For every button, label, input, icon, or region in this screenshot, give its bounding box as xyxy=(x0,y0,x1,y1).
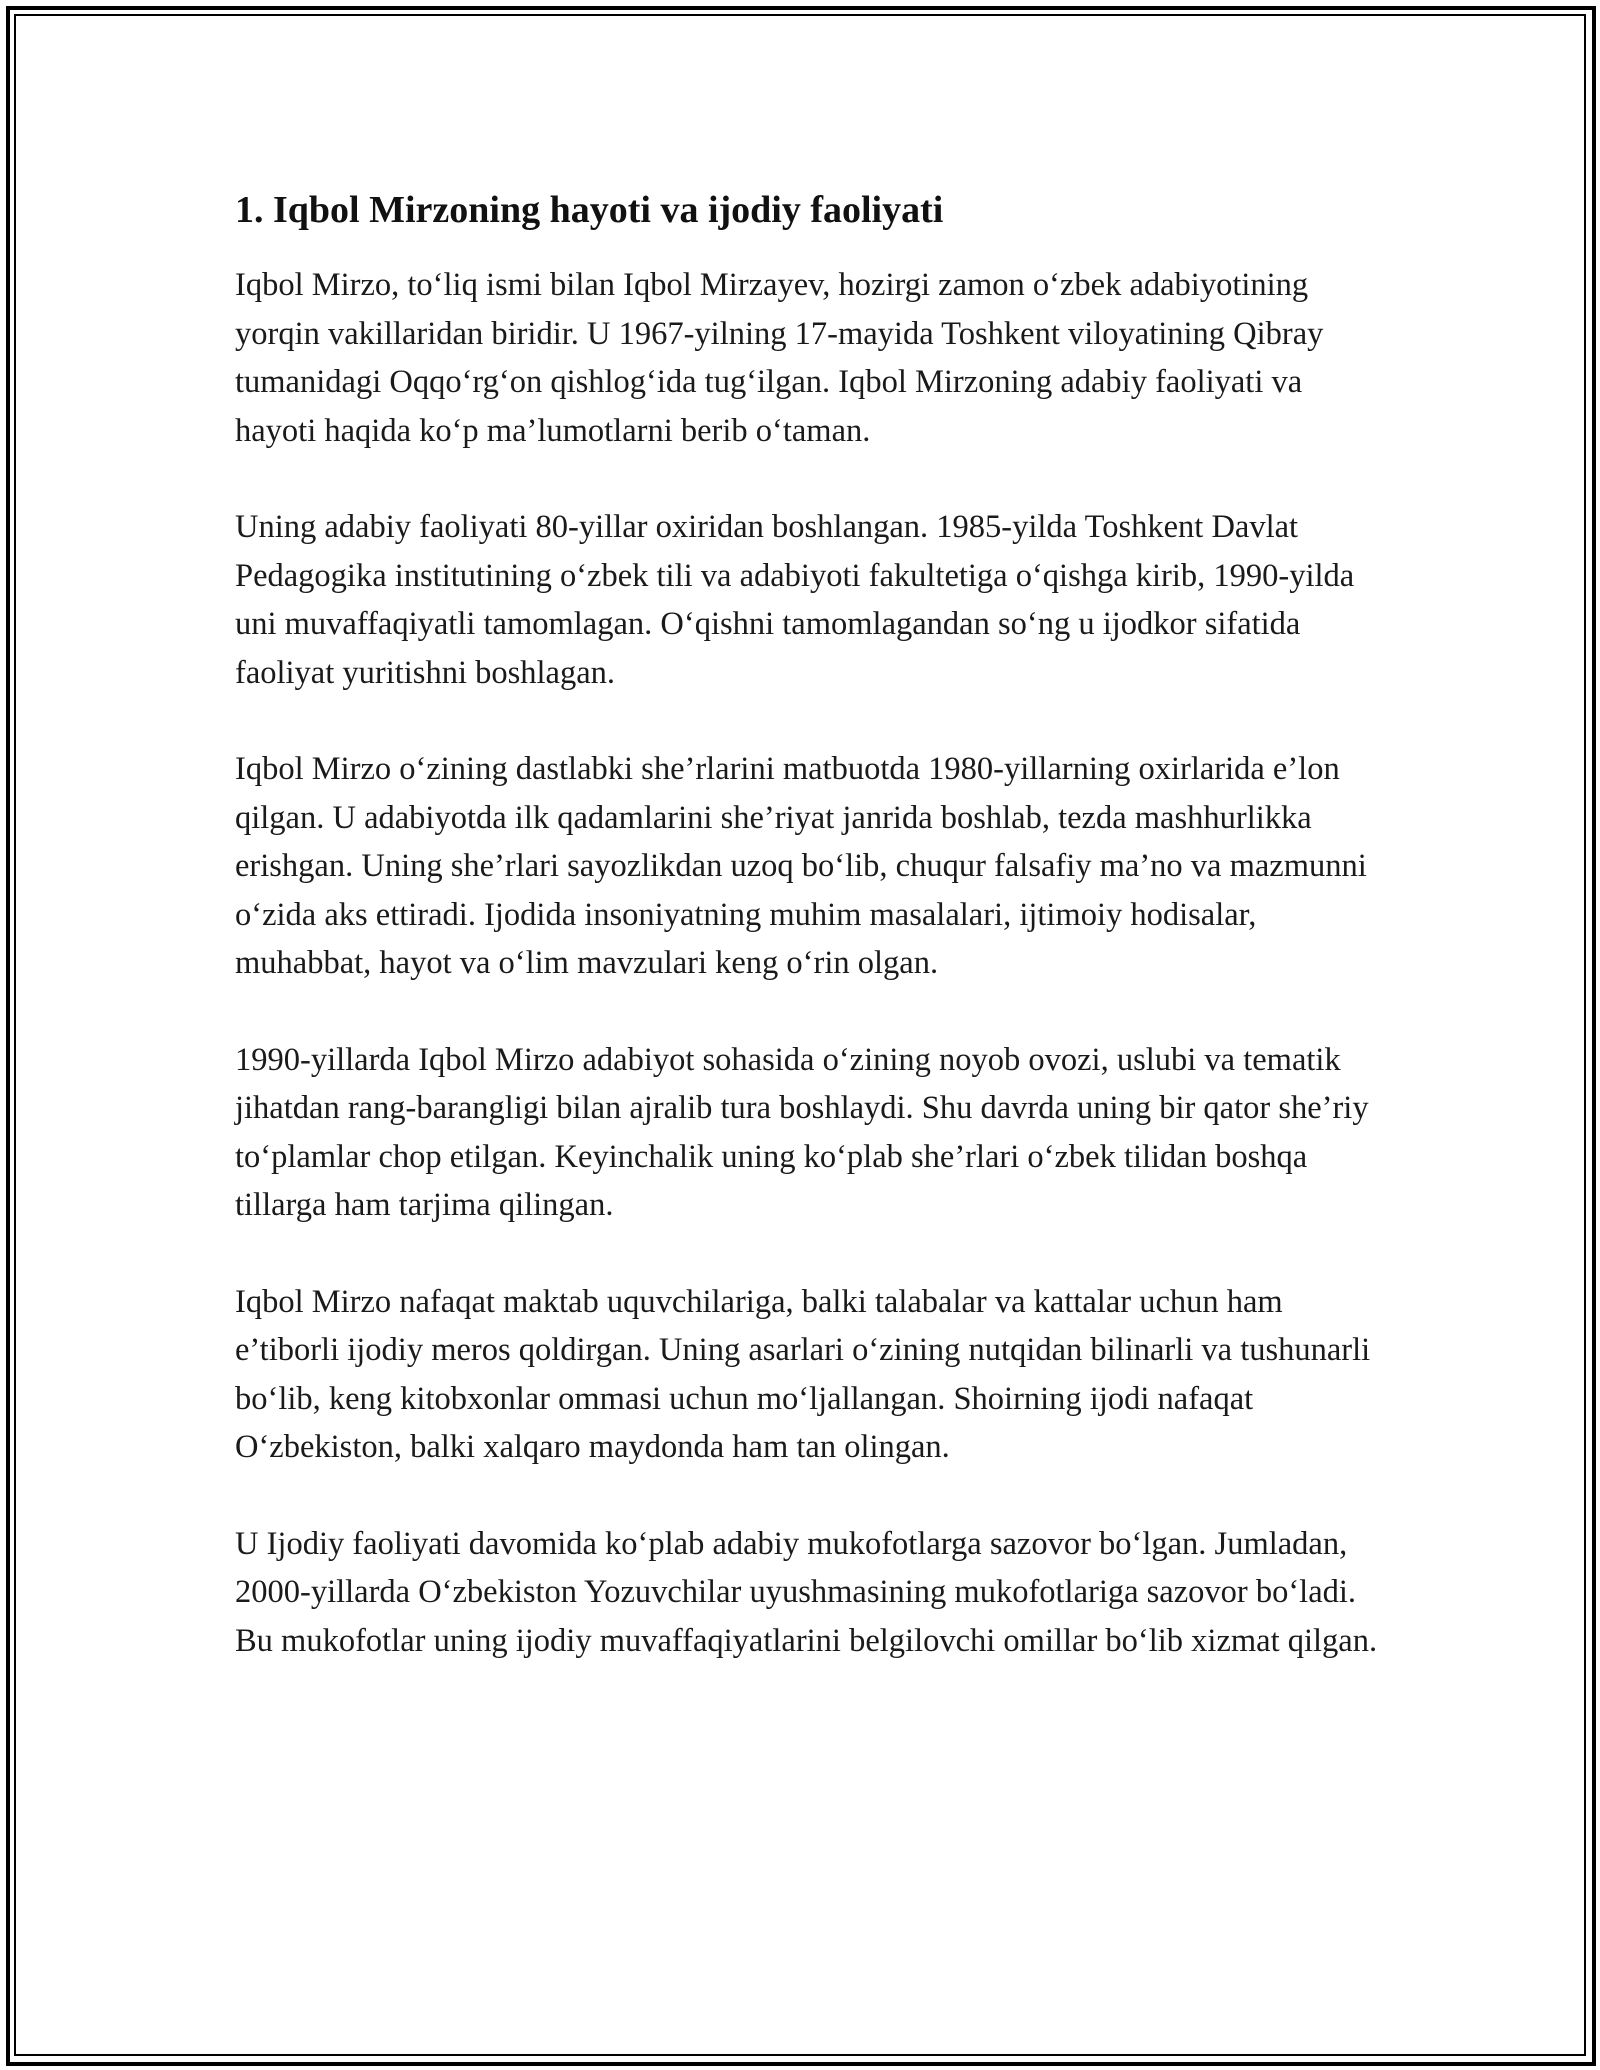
paragraph-first-poems: Iqbol Mirzo o‘zining dastlabki she’rlarini matbuotda 1980-yillarning oxirlarida e’lon qilgan. U adabiyotda ilk qadamlarini she’riyat janrida boshlab, tezda mashhurlikka erishgan. Uning she’rlari sayozlikdan uzoq bo‘lib, chuqur falsafiy ma’no va mazmunni o‘zida aks ettiradi. Ijodida insoniyatning muhim masalalari, ijtimoiy hodisalar, muhabbat, hayot va o‘lim mavzulari keng o‘rin olgan. xyxy=(235,751,1367,981)
paragraph-awards: U Ijodiy faoliyati davomida ko‘plab adabiy mukofotlarga sazovor bo‘lgan. Jumladan, 2000-yillarda O‘zbekiston Yozuvchilar uyushmasining mukofotlariga sazovor bo‘ladi. Bu mukofotlar uning ijodiy muvaffaqiyatlarini belgilovchi omillar bo‘lib xizmat qilgan. xyxy=(235,1525,1378,1659)
paragraph-1990s: 1990-yillarda Iqbol Mirzo adabiyot sohasida o‘zining noyob ovozi, uslubi va tematik jihatdan rang-barangligi bilan ajralib tura boshlaydi. Shu davrda uning bir qator she’riy to‘plamlar chop etilgan. Keyinchalik uning ko‘plab she’rlari o‘zbek tilidan boshqa tillarga ham tarjima qilingan. xyxy=(235,1041,1369,1223)
paragraph-education: Uning adabiy faoliyati 80-yillar oxiridan boshlangan. 1985-yilda Toshkent Davlat Pedagogika institutining o‘zbek tili va adabiyoti fakultetiga o‘qishga kirib, 1990-yilda uni muvaffaqiyatli tamomlagan. O‘qishni tamomlagandan so‘ng u ijodkor sifatida faoliyat yuritishni boshlagan. xyxy=(235,509,1355,691)
document-body xyxy=(235,185,1385,1713)
section-heading: 1. Iqbol Mirzoning hayoti va ijodiy faoliyati xyxy=(235,189,944,231)
paragraph-legacy: Iqbol Mirzo nafaqat maktab uquvchilariga, balki talabalar va kattalar uchun ham e’tiborli ijodiy meros qoldirgan. Uning asarlari o‘zining nutqidan bilinarli va tushunarli bo‘lib, keng kitobxonlar ommasi uchun mo‘ljallangan. Shoirning ijodi nafaqat O‘zbekiston, balki xalqaro maydonda ham tan olingan. xyxy=(235,1283,1371,1465)
paragraph-intro: Iqbol Mirzo, to‘liq ismi bilan Iqbol Mirzayev, hozirgi zamon o‘zbek adabiyotining yorqin vakillaridan biridir. U 1967-yilning 17-mayida Toshkent viloyatining Qibray tumanidagi Oqqo‘rg‘on qishlog‘ida tug‘ilgan. Iqbol Mirzoning adabiy faoliyati va hayoti haqida ko‘p ma’lumotlarni berib o‘taman. xyxy=(235,267,1324,449)
